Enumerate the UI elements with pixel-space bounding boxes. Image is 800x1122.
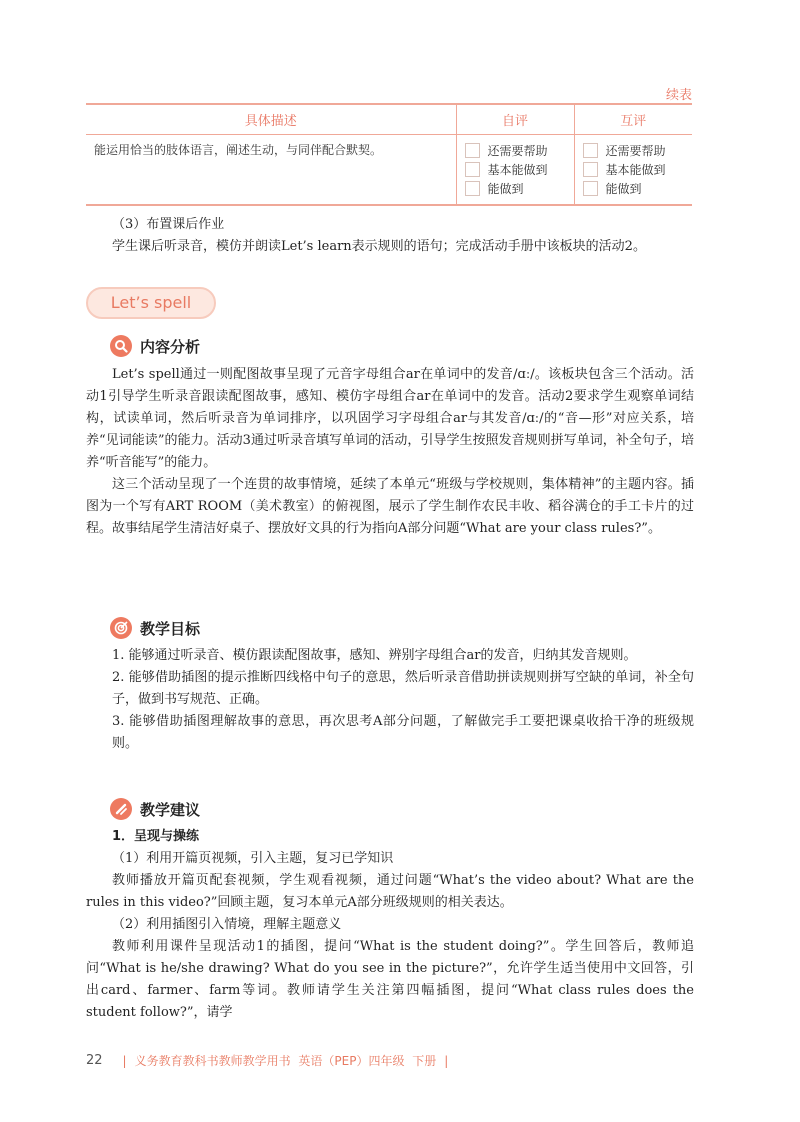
pencil-icon — [110, 798, 132, 820]
peer-option[interactable] — [583, 141, 687, 160]
paragraph: 教师播放开篇页配套视频，学生观看视频，通过问题“What’s the video about? What are the rules in this video?”回顾主题，复习本单元A部分班级规则的相关表达。 — [86, 873, 694, 910]
content-analysis-heading — [110, 334, 200, 358]
paragraph: 教师利用课件呈现活动1的插图，提问“What is the student doing?”。学生回答后，教师追问“What is he/she drawing? What do you see in the picture?”，允许学生适当使用中文回答，引出card、farmer、farm等词。教师请学生关注第四幅插图，提问“What class rules does the student follow?”，请学 — [86, 939, 694, 1020]
teaching-goals-heading — [110, 616, 200, 640]
table-header-row — [86, 104, 692, 135]
self-option[interactable] — [465, 141, 568, 160]
option-label: 还需要帮助 — [487, 144, 548, 158]
target-icon — [110, 617, 132, 639]
list-item: 3. 能够借助插图理解故事的意思，再次思考A部分问题，了解做完手工要把课桌收拾干净的班级规则。 — [112, 714, 694, 751]
list-item: 1. 能够通过听录音、模仿跟读配图故事，感知、辨别字母组合ar的发音，归纳其发音规则。 — [112, 648, 637, 663]
homework-section — [86, 214, 694, 258]
checkbox-icon[interactable] — [583, 162, 598, 177]
footer-separator: | — [444, 1053, 449, 1068]
paragraph: Let’s spell通过一则配图故事呈现了元音字母组合ar在单词中的发音/ɑː/。该板块包含三个活动。活动1引导学生听录音跟读配图故事，感知、模仿字母组合ar在单词中的发音。活动2要求学生观察单词结构，试读单词，然后听录音为单词排序，以巩固学习字母组合ar与其发音/ɑː/的“音—形”对应关系，培养“见词能读”的能力。活动3通过听录音填写单词的活动，引导学生按照发音规则拼写单词，补全句子，培养“听音能写”的能力。 — [86, 367, 694, 470]
table-row — [86, 135, 692, 206]
evaluation-table — [86, 103, 692, 206]
step-heading: （2）利用插图引入情境，理解主题意义 — [112, 917, 342, 932]
page-number: 22 — [86, 1053, 103, 1068]
content-analysis-body — [86, 364, 694, 540]
peer-eval-cell — [574, 135, 692, 206]
checkbox-icon[interactable] — [583, 181, 598, 196]
paragraph: 这三个活动呈现了一个连贯的故事情境，延续了本单元“班级与学校规则，集体精神”的主题内容。插图为一个写有ART ROOM（美术教室）的俯视图，展示了学生制作农民丰收、稻谷满仓的手工卡片的过程。故事结尾学生清洁好桌子、摆放好文具的行为指向A部分问题“What are your class rules?”。 — [86, 477, 694, 536]
teaching-goals-list — [86, 645, 694, 755]
book-title: 义务教育教科书教师教学用书 英语（PEP）四年级 下册 — [134, 1054, 437, 1068]
header-peer-eval: 互评 — [574, 104, 692, 135]
heading-text: 内容分析 — [140, 337, 201, 356]
homework-text: 学生课后听录音，模仿并朗读Let’s learn表示规则的语句；完成活动手册中该板块的活动2。 — [112, 239, 646, 254]
teaching-suggestions-heading — [110, 797, 200, 821]
checkbox-icon[interactable] — [465, 143, 480, 158]
header-description: 具体描述 — [86, 104, 456, 135]
footer-separator: | — [122, 1053, 127, 1068]
continued-table-label: 续表 — [665, 88, 692, 103]
teaching-suggestions-body — [86, 826, 694, 1024]
self-option[interactable] — [465, 160, 568, 179]
list-item: 2. 能够借助插图的提示推断四线格中句子的意思，然后听录音借助拼读规则拼写空缺的单词，补全句子，做到书写规范、正确。 — [112, 670, 694, 707]
page-footer — [86, 1052, 456, 1069]
section-banner: Let’s spell — [86, 287, 216, 319]
heading-text: 教学目标 — [140, 619, 201, 638]
option-label: 基本能做到 — [605, 163, 666, 177]
magnifier-icon — [110, 335, 132, 357]
option-label: 能做到 — [487, 182, 524, 196]
self-option[interactable] — [465, 179, 568, 198]
option-label: 还需要帮助 — [605, 144, 666, 158]
heading-text: 教学建议 — [140, 800, 201, 819]
step-heading: （1）利用开篇页视频，引入主题，复习已学知识 — [112, 851, 394, 866]
peer-option[interactable] — [583, 160, 687, 179]
description-cell: 能运用恰当的肢体语言，阐述生动，与同伴配合默契。 — [86, 135, 456, 206]
homework-heading: （3）布置课后作业 — [112, 217, 225, 232]
self-eval-cell — [456, 135, 574, 206]
sub-heading: 1．呈现与操练 — [112, 829, 200, 844]
option-label: 能做到 — [605, 182, 642, 196]
checkbox-icon[interactable] — [583, 143, 598, 158]
option-label: 基本能做到 — [487, 163, 548, 177]
header-self-eval: 自评 — [456, 104, 574, 135]
checkbox-icon[interactable] — [465, 162, 480, 177]
checkbox-icon[interactable] — [465, 181, 480, 196]
peer-option[interactable] — [583, 179, 687, 198]
